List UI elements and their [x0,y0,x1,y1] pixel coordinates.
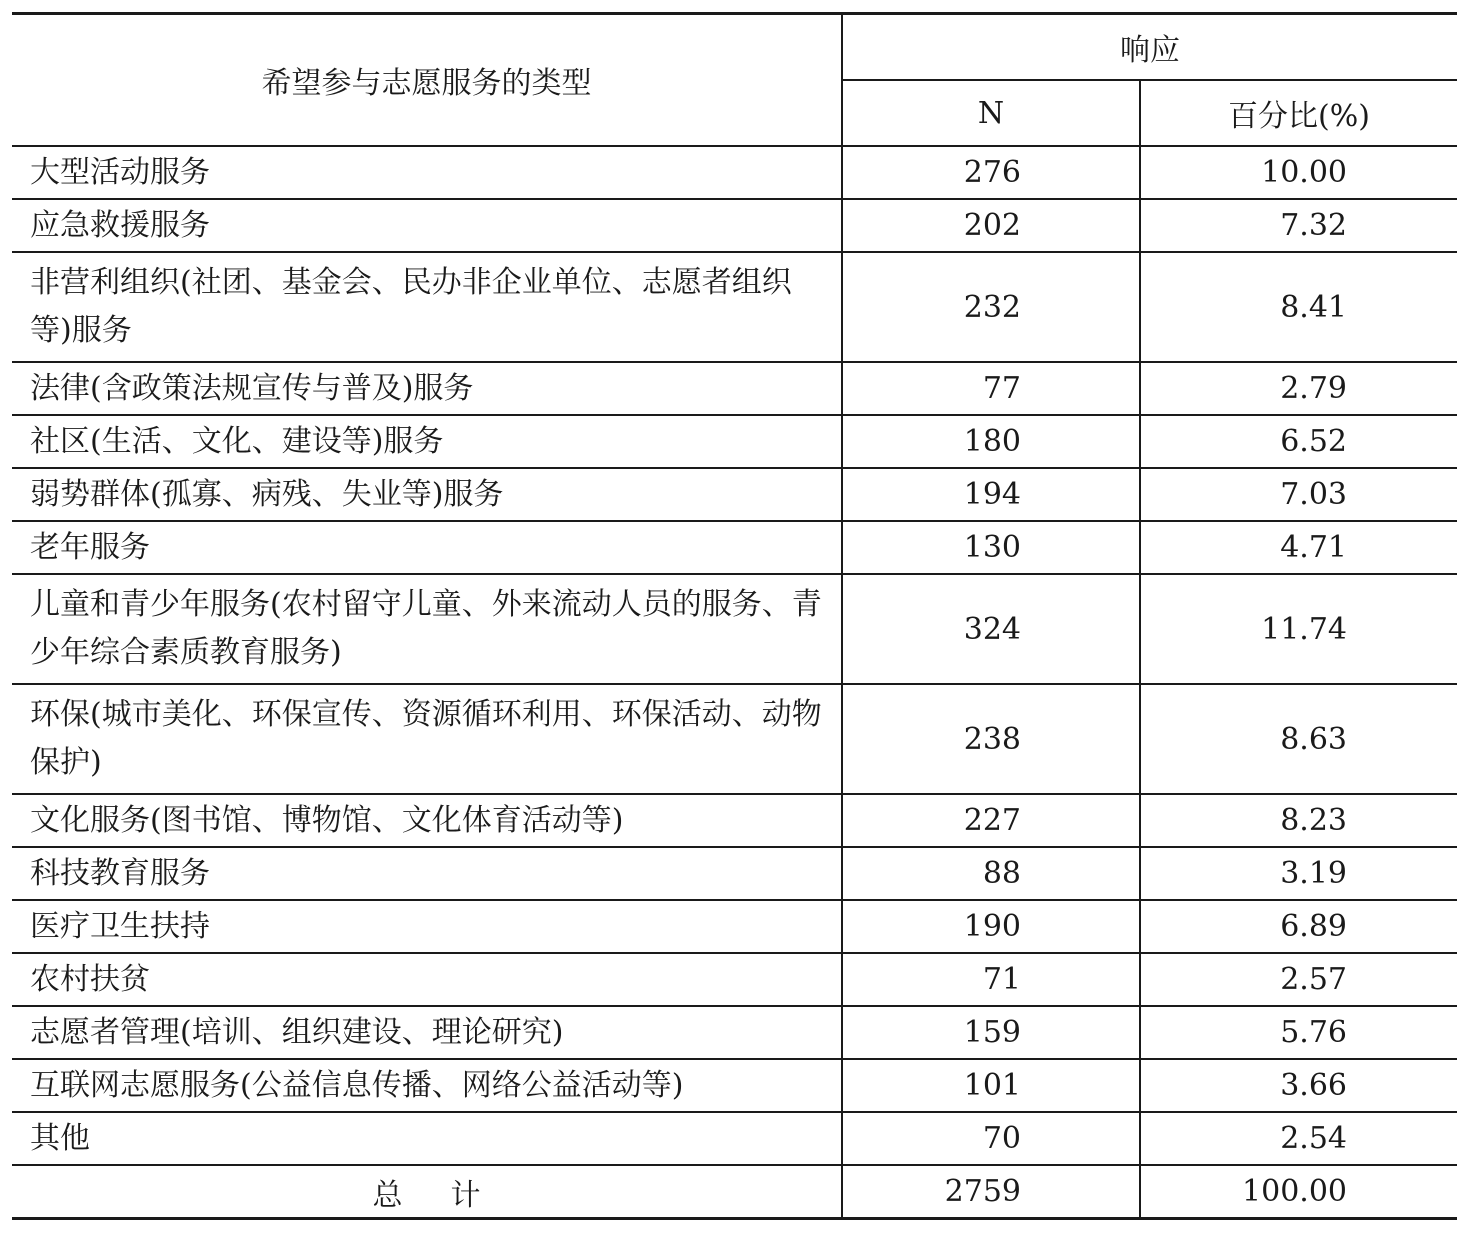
total-row [12,1165,1457,1219]
row-percent: 7.03 [1140,468,1457,521]
row-percent: 5.76 [1140,1006,1457,1059]
header-percent: 百分比(%) [1140,80,1457,146]
row-n: 324 [842,574,1140,684]
row-percent: 2.79 [1140,362,1457,415]
row-percent: 6.89 [1140,900,1457,953]
row-n: 159 [842,1006,1140,1059]
row-label: 法律(含政策法规宣传与普及)服务 [12,362,842,415]
table-row [12,847,1457,900]
row-n: 70 [842,1112,1140,1165]
row-n: 276 [842,146,1140,199]
row-percent: 2.54 [1140,1112,1457,1165]
row-label: 老年服务 [12,521,842,574]
row-label: 环保(城市美化、环保宣传、资源循环利用、环保活动、动物保护) [12,684,842,794]
row-label: 大型活动服务 [12,146,842,199]
table-row [12,794,1457,847]
row-n: 130 [842,521,1140,574]
header-response: 响应 [842,14,1457,81]
table-row [12,1059,1457,1112]
total-label-b: 计 [450,1177,481,1213]
row-percent: 4.71 [1140,521,1457,574]
row-label: 弱势群体(孤寡、病残、失业等)服务 [12,468,842,521]
row-label: 儿童和青少年服务(农村留守儿童、外来流动人员的服务、青少年综合素质教育服务) [12,574,842,684]
table-row [12,684,1457,794]
table-row [12,521,1457,574]
row-n: 194 [842,468,1140,521]
row-percent: 8.23 [1140,794,1457,847]
row-percent: 11.74 [1140,574,1457,684]
row-n: 202 [842,199,1140,252]
row-label: 应急救援服务 [12,199,842,252]
row-label: 社区(生活、文化、建设等)服务 [12,415,842,468]
row-n: 71 [842,953,1140,1006]
row-percent: 6.52 [1140,415,1457,468]
row-percent: 10.00 [1140,146,1457,199]
table-row [12,146,1457,199]
table-row [12,1006,1457,1059]
row-percent: 3.19 [1140,847,1457,900]
row-label: 非营利组织(社团、基金会、民办非企业单位、志愿者组织等)服务 [12,252,842,362]
row-percent: 8.41 [1140,252,1457,362]
table-row [12,953,1457,1006]
row-label: 志愿者管理(培训、组织建设、理论研究) [12,1006,842,1059]
row-percent: 3.66 [1140,1059,1457,1112]
row-percent: 8.63 [1140,684,1457,794]
table-row [12,900,1457,953]
row-label: 科技教育服务 [12,847,842,900]
table-container [12,12,1457,1220]
table-row [12,574,1457,684]
row-n: 232 [842,252,1140,362]
row-label: 其他 [12,1112,842,1165]
row-label: 文化服务(图书馆、博物馆、文化体育活动等) [12,794,842,847]
table-row [12,252,1457,362]
row-n: 238 [842,684,1140,794]
row-n: 190 [842,900,1140,953]
table-row [12,362,1457,415]
header-category: 希望参与志愿服务的类型 [12,14,842,147]
row-n: 77 [842,362,1140,415]
table-row [12,415,1457,468]
table-row [12,199,1457,252]
header-n: N [842,80,1140,146]
table-row [12,468,1457,521]
row-n: 227 [842,794,1140,847]
row-n: 101 [842,1059,1140,1112]
row-percent: 2.57 [1140,953,1457,1006]
total-label-a: 总 [372,1177,403,1213]
row-label: 农村扶贫 [12,953,842,1006]
volunteer-service-table [12,12,1457,1220]
row-n: 180 [842,415,1140,468]
total-percent: 100.00 [1140,1165,1457,1219]
row-label: 医疗卫生扶持 [12,900,842,953]
table-row [12,1112,1457,1165]
total-n: 2759 [842,1165,1140,1219]
row-percent: 7.32 [1140,199,1457,252]
row-label: 互联网志愿服务(公益信息传播、网络公益活动等) [12,1059,842,1112]
row-n: 88 [842,847,1140,900]
total-label [12,1165,842,1219]
